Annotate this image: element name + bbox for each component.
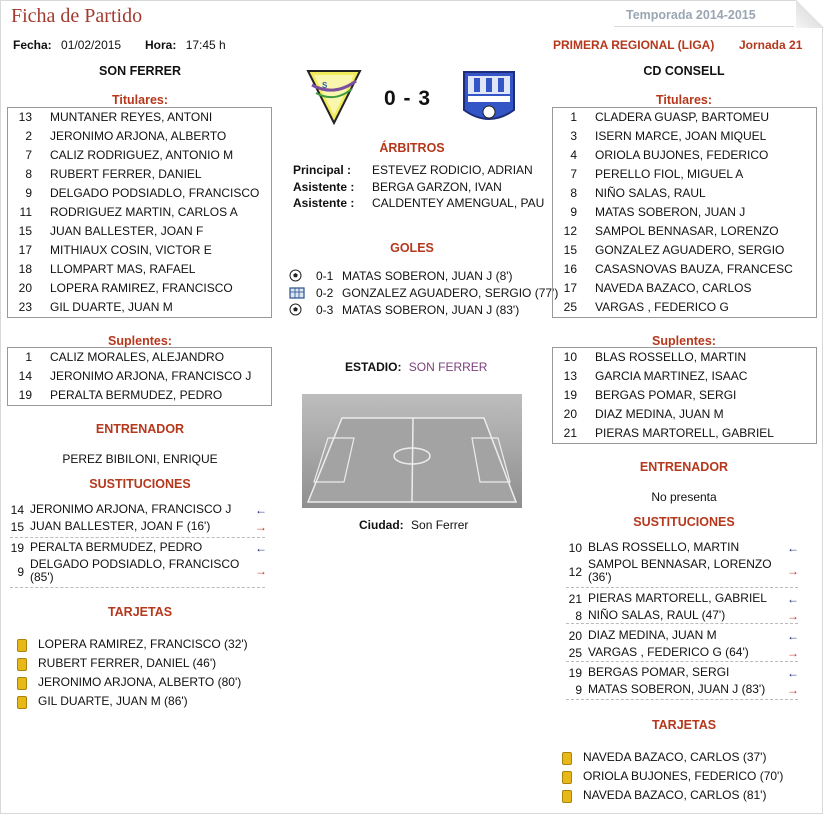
goal-score: 0-1	[316, 269, 334, 283]
round-label: Jornada 21	[739, 38, 803, 52]
player-name[interactable]: CALIZ MORALES, ALEJANDRO	[50, 350, 225, 364]
away-team-crest	[460, 66, 518, 130]
player-name[interactable]: LOPERA RAMIREZ, FRANCISCO	[50, 281, 233, 295]
svg-text:S: S	[322, 81, 328, 90]
player-name[interactable]: NIÑO SALAS, RAUL	[595, 186, 706, 200]
sub-player-name[interactable]: PIERAS MARTORELL, GABRIEL	[588, 591, 767, 605]
player-name[interactable]: SAMPOL BENNASAR, LORENZO	[595, 224, 779, 238]
sub-player-name[interactable]: PERALTA BERMUDEZ, PEDRO	[30, 540, 203, 554]
date-label: Fecha:	[13, 38, 52, 52]
player-name[interactable]: BERGAS POMAR, SERGI	[595, 388, 737, 402]
player-row[interactable]	[553, 260, 816, 279]
sub-player-number: 20	[568, 629, 582, 643]
sub-player-number: 10	[568, 541, 582, 555]
divider	[566, 661, 798, 662]
player-row[interactable]	[553, 348, 816, 367]
player-row[interactable]	[553, 146, 816, 165]
player-number: 20	[563, 407, 577, 421]
player-row[interactable]	[8, 127, 271, 146]
sub-player-number: 8	[575, 609, 582, 623]
divider	[566, 699, 798, 700]
substitution-row[interactable]	[568, 666, 799, 680]
player-name[interactable]: VARGAS , FEDERICO G	[595, 300, 729, 314]
player-row[interactable]	[553, 367, 816, 386]
player-row[interactable]	[8, 203, 271, 222]
home-coach-heading: ENTRENADOR	[95, 422, 185, 436]
player-number: 21	[563, 426, 577, 440]
player-row[interactable]	[553, 405, 816, 424]
yellow-card-icon	[17, 639, 27, 652]
referee-name: BERGA GARZON, IVAN	[372, 179, 502, 194]
player-number: 16	[563, 262, 577, 276]
city-label: Ciudad:	[359, 518, 404, 532]
city-row	[359, 518, 468, 532]
player-number: 13	[18, 110, 32, 124]
player-number: 19	[563, 388, 577, 402]
sub-player-name[interactable]: BLAS ROSSELLO, MARTIN	[588, 540, 740, 554]
referees-heading: ÁRBITROS	[379, 141, 445, 155]
player-row[interactable]	[553, 203, 816, 222]
card-player[interactable]: NAVEDA BAZACO, CARLOS (37')	[583, 750, 767, 764]
sub-player-number: 25	[568, 646, 582, 660]
sub-player-name[interactable]: MATAS SOBERON, JUAN J (83')	[588, 682, 766, 696]
player-name[interactable]: JERONIMO ARJONA, FRANCISCO J	[50, 369, 252, 383]
referee-role: Asistente :	[293, 179, 355, 194]
arrow-left-icon: ←	[255, 503, 267, 517]
goal-net-icon	[289, 286, 303, 299]
stadium-name[interactable]: SON FERRER	[408, 360, 488, 374]
away-coach-heading: ENTRENADOR	[639, 460, 729, 474]
goals-heading: GOLES	[390, 241, 434, 255]
player-number: 17	[18, 243, 32, 257]
player-name[interactable]: NAVEDA BAZACO, CARLOS	[595, 281, 752, 295]
arrow-left-icon: ←	[787, 592, 799, 606]
home-suplentes-list	[7, 347, 272, 406]
card-player[interactable]: RUBERT FERRER, DANIEL (46')	[38, 656, 217, 670]
stadium-image	[302, 394, 522, 508]
player-row[interactable]	[553, 386, 816, 405]
date-value: 01/02/2015	[61, 38, 122, 52]
player-number: 2	[25, 129, 32, 143]
yellow-card-icon	[562, 790, 572, 803]
player-row[interactable]	[553, 108, 816, 127]
player-number: 23	[18, 300, 32, 314]
stadium-label: ESTADIO:	[345, 360, 402, 374]
player-number: 1	[570, 110, 577, 124]
page-fold	[796, 0, 824, 28]
player-row[interactable]	[8, 108, 271, 127]
away-suplentes-heading: Suplentes:	[652, 334, 716, 348]
player-name[interactable]: BLAS ROSSELLO, MARTIN	[595, 350, 747, 364]
player-row[interactable]	[8, 165, 271, 184]
arrow-right-icon: →	[255, 564, 267, 578]
card-player[interactable]: NAVEDA BAZACO, CARLOS (81')	[583, 788, 767, 802]
arrow-right-icon: →	[787, 646, 799, 660]
player-row[interactable]	[553, 424, 816, 443]
substitution-row[interactable]	[568, 558, 799, 586]
player-name[interactable]: PERALTA BERMUDEZ, PEDRO	[50, 388, 223, 402]
competition-label: PRIMERA REGIONAL (LIGA)	[553, 38, 715, 52]
season-label: Temporada 2014-2015	[626, 8, 756, 22]
page-title: Ficha de Partido	[11, 5, 143, 27]
player-row[interactable]	[8, 367, 271, 386]
home-titulares-heading: Titulares:	[111, 93, 169, 107]
away-coach-name: No presenta	[651, 490, 717, 504]
player-name[interactable]: PERELLO FIOL, MIGUEL A	[595, 167, 744, 181]
away-titulares-list	[552, 107, 817, 318]
arrow-right-icon: →	[255, 520, 267, 534]
sub-player-name[interactable]: NIÑO SALAS, RAUL (47')	[588, 608, 726, 622]
player-number: 7	[570, 167, 577, 181]
yellow-card-icon	[17, 677, 27, 690]
yellow-card-icon	[17, 696, 27, 709]
player-name[interactable]: GARCIA MARTINEZ, ISAAC	[595, 369, 748, 383]
sub-player-name[interactable]: JUAN BALLESTER, JOAN F (16')	[30, 519, 211, 533]
player-row[interactable]	[8, 260, 271, 279]
time-value: 17:45 h	[185, 38, 226, 52]
arrow-right-icon: →	[787, 609, 799, 623]
player-number: 7	[25, 148, 32, 162]
referee-name: ESTEVEZ RODICIO, ADRIAN	[372, 163, 533, 177]
sub-player-number: 14	[10, 503, 24, 517]
player-number: 11	[19, 205, 32, 219]
home-team-name: SON FERRER	[99, 64, 181, 78]
ball-icon	[289, 303, 303, 316]
player-name[interactable]: CALIZ RODRIGUEZ, ANTONIO M	[50, 148, 234, 162]
player-number: 9	[570, 205, 577, 219]
player-name[interactable]: RUBERT FERRER, DANIEL	[50, 167, 202, 181]
goal-score: 0-3	[316, 303, 334, 317]
sub-player-number: 15	[10, 520, 24, 534]
player-row[interactable]	[553, 222, 816, 241]
player-row[interactable]	[553, 241, 816, 260]
arrow-left-icon: ←	[787, 629, 799, 643]
substitution-row[interactable]	[10, 503, 267, 517]
player-row[interactable]	[8, 386, 271, 405]
sub-player-number: 21	[568, 592, 582, 606]
divider	[566, 587, 798, 588]
card-player[interactable]: LOPERA RAMIREZ, FRANCISCO (32')	[38, 637, 248, 651]
player-number: 12	[563, 224, 577, 238]
final-score: 0 - 3	[384, 87, 432, 110]
player-name[interactable]: LLOMPART MAS, RAFAEL	[50, 262, 196, 276]
sub-player-name[interactable]: JERONIMO ARJONA, FRANCISCO J	[30, 502, 232, 516]
away-cards-heading: TARJETAS	[651, 718, 717, 732]
player-row[interactable]	[553, 184, 816, 203]
player-number: 9	[25, 186, 32, 200]
player-row[interactable]	[553, 165, 816, 184]
yellow-card-icon	[562, 752, 572, 765]
yellow-card-icon	[17, 658, 27, 671]
referee-role: Asistente :	[293, 196, 355, 210]
arrow-right-icon: →	[787, 564, 799, 578]
player-number: 10	[563, 350, 577, 364]
divider	[10, 587, 265, 588]
goal-score: 0-2	[316, 286, 334, 300]
player-name[interactable]: MUNTANER REYES, ANTONI	[50, 110, 213, 124]
player-name[interactable]: MATAS SOBERON, JUAN J	[595, 205, 746, 219]
substitution-row[interactable]	[10, 558, 267, 586]
referee-role: Principal :	[293, 163, 352, 177]
player-number: 13	[563, 369, 577, 383]
player-number: 3	[570, 129, 577, 143]
substitution-row[interactable]	[568, 646, 799, 660]
home-subs-heading: SUSTITUCIONES	[89, 477, 191, 491]
player-name[interactable]: MITHIAUX COSIN, VICTOR E	[50, 243, 212, 257]
player-name[interactable]: ISERN MARCE, JOAN MIQUEL	[595, 129, 767, 143]
player-row[interactable]	[8, 348, 271, 367]
player-row[interactable]	[8, 146, 271, 165]
goal-scorer[interactable]: GONZALEZ AGUADERO, SERGIO (77')	[342, 286, 559, 300]
stadium-row	[345, 360, 487, 374]
sub-player-number: 12	[568, 565, 582, 579]
substitution-row[interactable]	[568, 609, 799, 623]
player-row[interactable]	[8, 241, 271, 260]
sub-player-number: 19	[568, 666, 582, 680]
sub-player-name[interactable]: DIAZ MEDINA, JUAN M	[588, 628, 717, 642]
sub-player-name[interactable]: SAMPOL BENNASAR, LORENZO (36')	[588, 557, 772, 584]
player-number: 8	[25, 167, 32, 181]
player-name[interactable]: CASASNOVAS BAUZA, FRANCESC	[595, 262, 793, 276]
yellow-card-icon	[562, 771, 572, 784]
player-row[interactable]	[8, 279, 271, 298]
home-cards-heading: TARJETAS	[107, 605, 173, 619]
player-name[interactable]: PIERAS MARTORELL, GABRIEL	[595, 426, 774, 440]
player-number: 15	[18, 224, 32, 238]
sub-player-number: 9	[17, 565, 24, 579]
sub-player-number: 19	[10, 541, 24, 555]
player-number: 17	[563, 281, 577, 295]
player-number: 19	[18, 388, 32, 402]
player-number: 14	[18, 369, 32, 383]
player-number: 20	[18, 281, 32, 295]
player-name[interactable]: ORIOLA BUJONES, FEDERICO	[595, 148, 769, 162]
sub-player-number: 9	[575, 683, 582, 697]
date-row	[13, 38, 121, 52]
away-titulares-heading: Titulares:	[655, 93, 713, 107]
arrow-left-icon: ←	[787, 541, 799, 555]
player-number: 1	[25, 350, 32, 364]
sub-player-name[interactable]: DELGADO PODSIADLO, FRANCISCO (85')	[30, 557, 240, 584]
divider	[566, 623, 798, 624]
player-number: 8	[570, 186, 577, 200]
player-row[interactable]	[553, 298, 816, 317]
arrow-left-icon: ←	[255, 541, 267, 555]
player-name[interactable]: GONZALEZ AGUADERO, SERGIO	[595, 243, 785, 257]
divider	[10, 537, 265, 538]
player-number: 4	[570, 148, 577, 162]
time-row	[145, 38, 226, 52]
player-row[interactable]	[8, 222, 271, 241]
card-player[interactable]: GIL DUARTE, JUAN M (86')	[38, 694, 188, 708]
player-name[interactable]: GIL DUARTE, JUAN M	[50, 300, 173, 314]
goal-scorer[interactable]: MATAS SOBERON, JUAN J (8')	[342, 269, 513, 283]
player-row[interactable]	[8, 298, 271, 317]
ball-icon	[289, 269, 303, 282]
away-team-name: CD CONSELL	[643, 64, 725, 78]
player-row[interactable]	[8, 184, 271, 203]
arrow-left-icon: ←	[787, 666, 799, 680]
arrow-right-icon: →	[787, 683, 799, 697]
player-name[interactable]: DELGADO PODSIADLO, FRANCISCO	[50, 186, 260, 200]
substitution-row[interactable]	[568, 629, 799, 643]
goal-scorer[interactable]: MATAS SOBERON, JUAN J (83')	[342, 303, 520, 317]
away-suplentes-list	[552, 347, 817, 444]
player-row[interactable]	[553, 279, 816, 298]
player-number: 18	[18, 262, 32, 276]
player-number: 15	[563, 243, 577, 257]
sub-player-name[interactable]: VARGAS , FEDERICO G (64')	[588, 645, 749, 659]
home-team-crest	[306, 67, 362, 125]
home-titulares-list	[7, 107, 272, 318]
substitution-row[interactable]	[10, 541, 267, 555]
player-name[interactable]: DIAZ MEDINA, JUAN M	[595, 407, 724, 421]
sub-player-name[interactable]: BERGAS POMAR, SERGI	[588, 665, 730, 679]
player-name[interactable]: JUAN BALLESTER, JOAN F	[50, 224, 204, 238]
away-subs-heading: SUSTITUCIONES	[633, 515, 735, 529]
home-coach-name: PEREZ BIBILONI, ENRIQUE	[62, 452, 218, 466]
player-name[interactable]: RODRIGUEZ MARTIN, CARLOS A	[50, 205, 238, 219]
time-label: Hora:	[145, 38, 177, 52]
player-name[interactable]: CLADERA GUASP, BARTOMEU	[595, 110, 770, 124]
substitution-row[interactable]	[10, 520, 267, 534]
player-name[interactable]: JERONIMO ARJONA, ALBERTO	[50, 129, 227, 143]
substitution-row[interactable]	[568, 541, 799, 555]
referee-name: CALDENTEY AMENGUAL, PAU	[372, 196, 545, 210]
substitution-row[interactable]	[568, 592, 799, 606]
player-number: 25	[563, 300, 577, 314]
home-suplentes-heading: Suplentes:	[108, 334, 172, 348]
city-name: Son Ferrer	[411, 518, 469, 532]
substitution-row[interactable]	[568, 683, 799, 697]
card-player[interactable]: ORIOLA BUJONES, FEDERICO (70')	[583, 769, 784, 783]
player-row[interactable]	[553, 127, 816, 146]
card-player[interactable]: JERONIMO ARJONA, ALBERTO (80')	[38, 675, 242, 689]
